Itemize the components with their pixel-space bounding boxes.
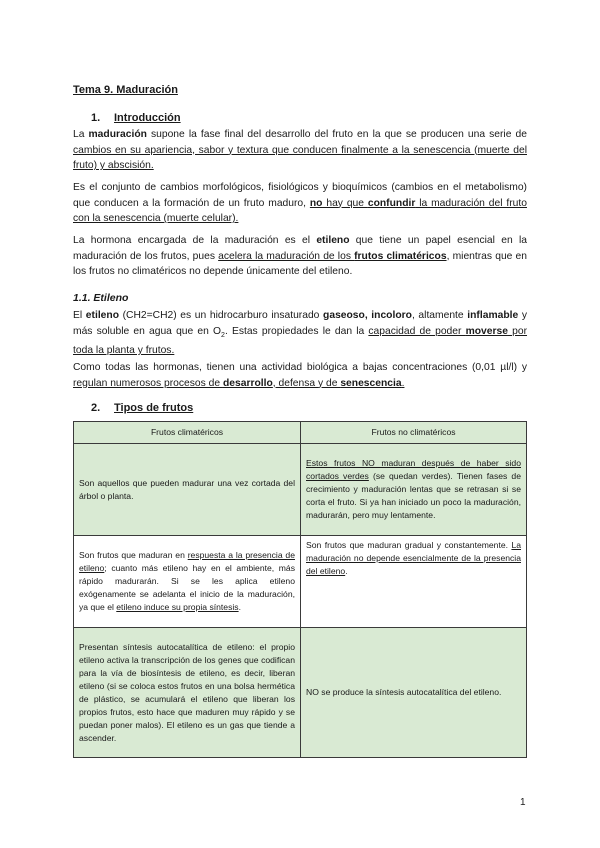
subsection-heading-etileno: 1.1. Etileno [73, 292, 129, 304]
section-title: Tipos de frutos [114, 402, 194, 414]
paragraph-cambios: Es el conjunto de cambios morfológicos, fisiológicos y bioquímicos (cambios en el metabolismo) que conducen a la formación de un fruto maduro, no hay que confundir la maduración del fruto con la senescencia (muerte celular). [73, 182, 527, 224]
fruit-types-table [73, 421, 527, 758]
table-header-row [74, 422, 527, 444]
section-heading-tipos-frutos [91, 402, 193, 414]
page-title: Tema 9. Maduración [73, 84, 178, 96]
page-number: 1 [520, 797, 526, 808]
section-title: Introducción [114, 112, 181, 124]
table-row [74, 536, 527, 628]
table-cell: Son aquellos que pueden madurar una vez cortada del árbol o planta. [74, 444, 301, 536]
table-cell: Presentan síntesis autocatalítica de etileno: el propio etileno activa la transcripción de los genes que codifican para la vía de biosíntesis de etileno, es decir, liberan etileno (si se coloca estos frutos en una bolsa hermética de plástico, se acumulará el etileno que liberan los propios frutos, esto hace que maduren muy rápido y se puedan poner malos). El etileno es un gas que tiende a ascender. [74, 628, 301, 758]
table-row [74, 444, 527, 536]
section-number: 2. [91, 402, 101, 414]
paragraph-hormona: La hormona encargada de la maduración es el etileno que tiene un papel esencial en la maduración de los frutos, pues acelera la maduración de los frutos climatéricos, mientras que en los frutos no climatéricos no depende únicamente del etileno. [73, 235, 528, 277]
paragraph-maduracion: La maduración supone la fase final del desarrollo del fruto en la que se producen una serie de cambios en su apariencia, sabor y textura que conducen finalmente a la senescencia (muerte del fruto) y abscisión. [73, 129, 527, 171]
header-no-climatericos: Frutos no climatéricos [301, 422, 527, 444]
table-cell: Son frutos que maduran en respuesta a la presencia de etileno; cuanto más etileno hay en el ambiente, más rápido madurarán. Si se les aplica etileno exógenamente se adelanta el inicio de la maduración, ya que el etileno induce su propia síntesis. [74, 536, 301, 628]
paragraph-etileno: El etileno (CH2=CH2) es un hidrocarburo insaturado gaseoso, incoloro, altamente inflamable y más soluble en agua que en $O_2$. Estas propiedades le dan la capacidad de poder moverse por toda la planta y frutos. [73, 310, 528, 357]
header-climatericos: Frutos climatéricos [74, 422, 301, 444]
table-cell: Son frutos que maduran gradual y constantemente. La maduración no depende esencialmente de la presencia del etileno. [301, 536, 527, 628]
table-cell: NO se produce la síntesis autocatalítica del etileno. [301, 628, 527, 758]
section-heading-introduccion [91, 112, 181, 124]
section-number: 1. [91, 112, 101, 124]
paragraph-hormonas: Como todas las hormonas, tienen una actividad biológica a bajas concentraciones (0,01 µl/l) y regulan numerosos procesos de desarrollo, defensa y de senescencia. [73, 362, 527, 389]
table-cell: Estos frutos NO maduran después de haber sido cortados verdes (se quedan verdes). Tienen fases de crecimiento y maduración lentas que se retrasan si se corta el fruto. Si ya han iniciado un poco la maduración, madurarán, pero muy lentamente. [301, 444, 527, 536]
table-row [74, 628, 527, 758]
